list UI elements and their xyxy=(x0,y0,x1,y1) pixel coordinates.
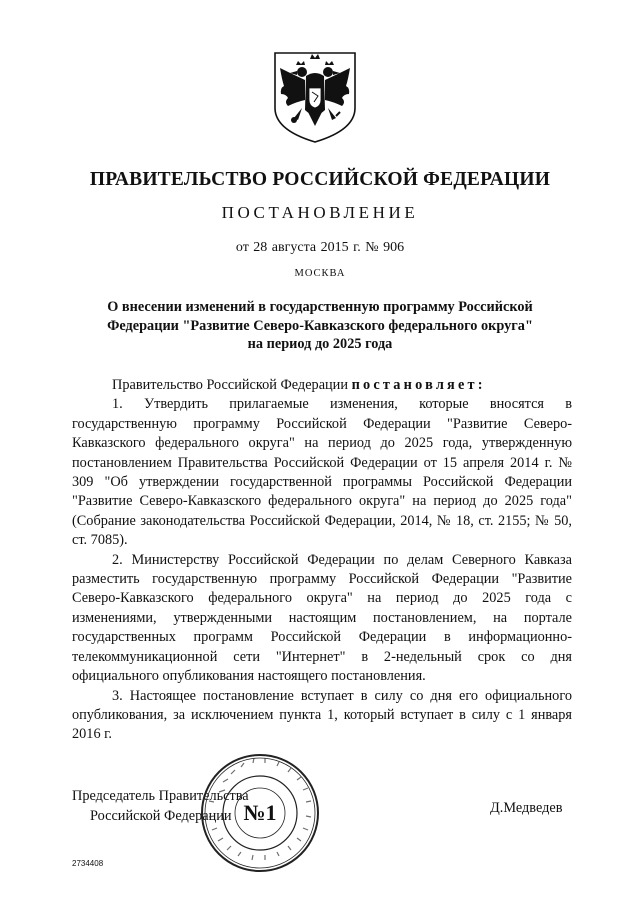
official-stamp xyxy=(199,752,321,874)
document-body xyxy=(72,376,572,745)
paragraph-3: 3. Настоящее постановление вступает в силу со дня его официального опубликования, за исключением пункта 1, который вступает в силу с 1 января 2016 г. xyxy=(72,687,572,743)
document-city: МОСКВА xyxy=(294,268,346,279)
signatory-name: Д.Медведев xyxy=(490,800,563,816)
signatory-position-line1: Председатель Правительства xyxy=(72,788,249,804)
issuer-title: ПРАВИТЕЛЬСТВО РОССИЙСКОЙ ФЕДЕРАЦИИ xyxy=(89,169,551,190)
signatory-position-line2: Российской Федерации xyxy=(90,808,232,824)
paragraph-1: 1. Утвердить прилагаемые изменения, которые вносятся в государственную программу Российской Федерации "Развитие Северо-Кавказского федерального округа" на период до 2025 года, утвержденную постановлением Правительства Российской Федерации от 15 апреля 2014 г. № 309 "Об утверждении государственной программы Российской Федерации "Развитие Северо-Кавказского федерального округа" на период до 2025 года" (Собрание законодательства Российской Федерации, 2014, № 18, ст. 2155; № 50, ст. 7085). xyxy=(72,396,572,549)
document-date-number: от 28 августа 2015 г. № 906 xyxy=(235,240,405,255)
preamble-subject: Правительство Российской Федерации xyxy=(112,377,352,393)
document-type: ПОСТАНОВЛЕНИЕ xyxy=(221,203,419,222)
paragraph-2: 2. Министерству Российской Федерации по делам Северного Кавказа разместить государственную программу Российской Федерации "Развитие Северо-Кавказского федерального округа" на период до 2025 года с изменениями, утвержденными настоящим постановлением, на портале государственных программ Российской Федерации в информационно-телекоммуникационной сети "Интернет" в 2-недельный срок со дня официального опубликования настоящего постановления. xyxy=(72,551,572,685)
preamble-verb: постановляет: xyxy=(351,377,486,393)
document-title: О внесении изменений в государственную программу Российской Федерации "Развитие Северо-Кавказского федерального округа" на период до 2025 года xyxy=(107,299,533,352)
preamble xyxy=(72,376,572,395)
coat-of-arms xyxy=(272,50,358,144)
stamp-number: №1 xyxy=(243,800,277,825)
document-registration-number: 2734408 xyxy=(72,859,104,868)
double-headed-eagle-icon xyxy=(272,50,358,144)
